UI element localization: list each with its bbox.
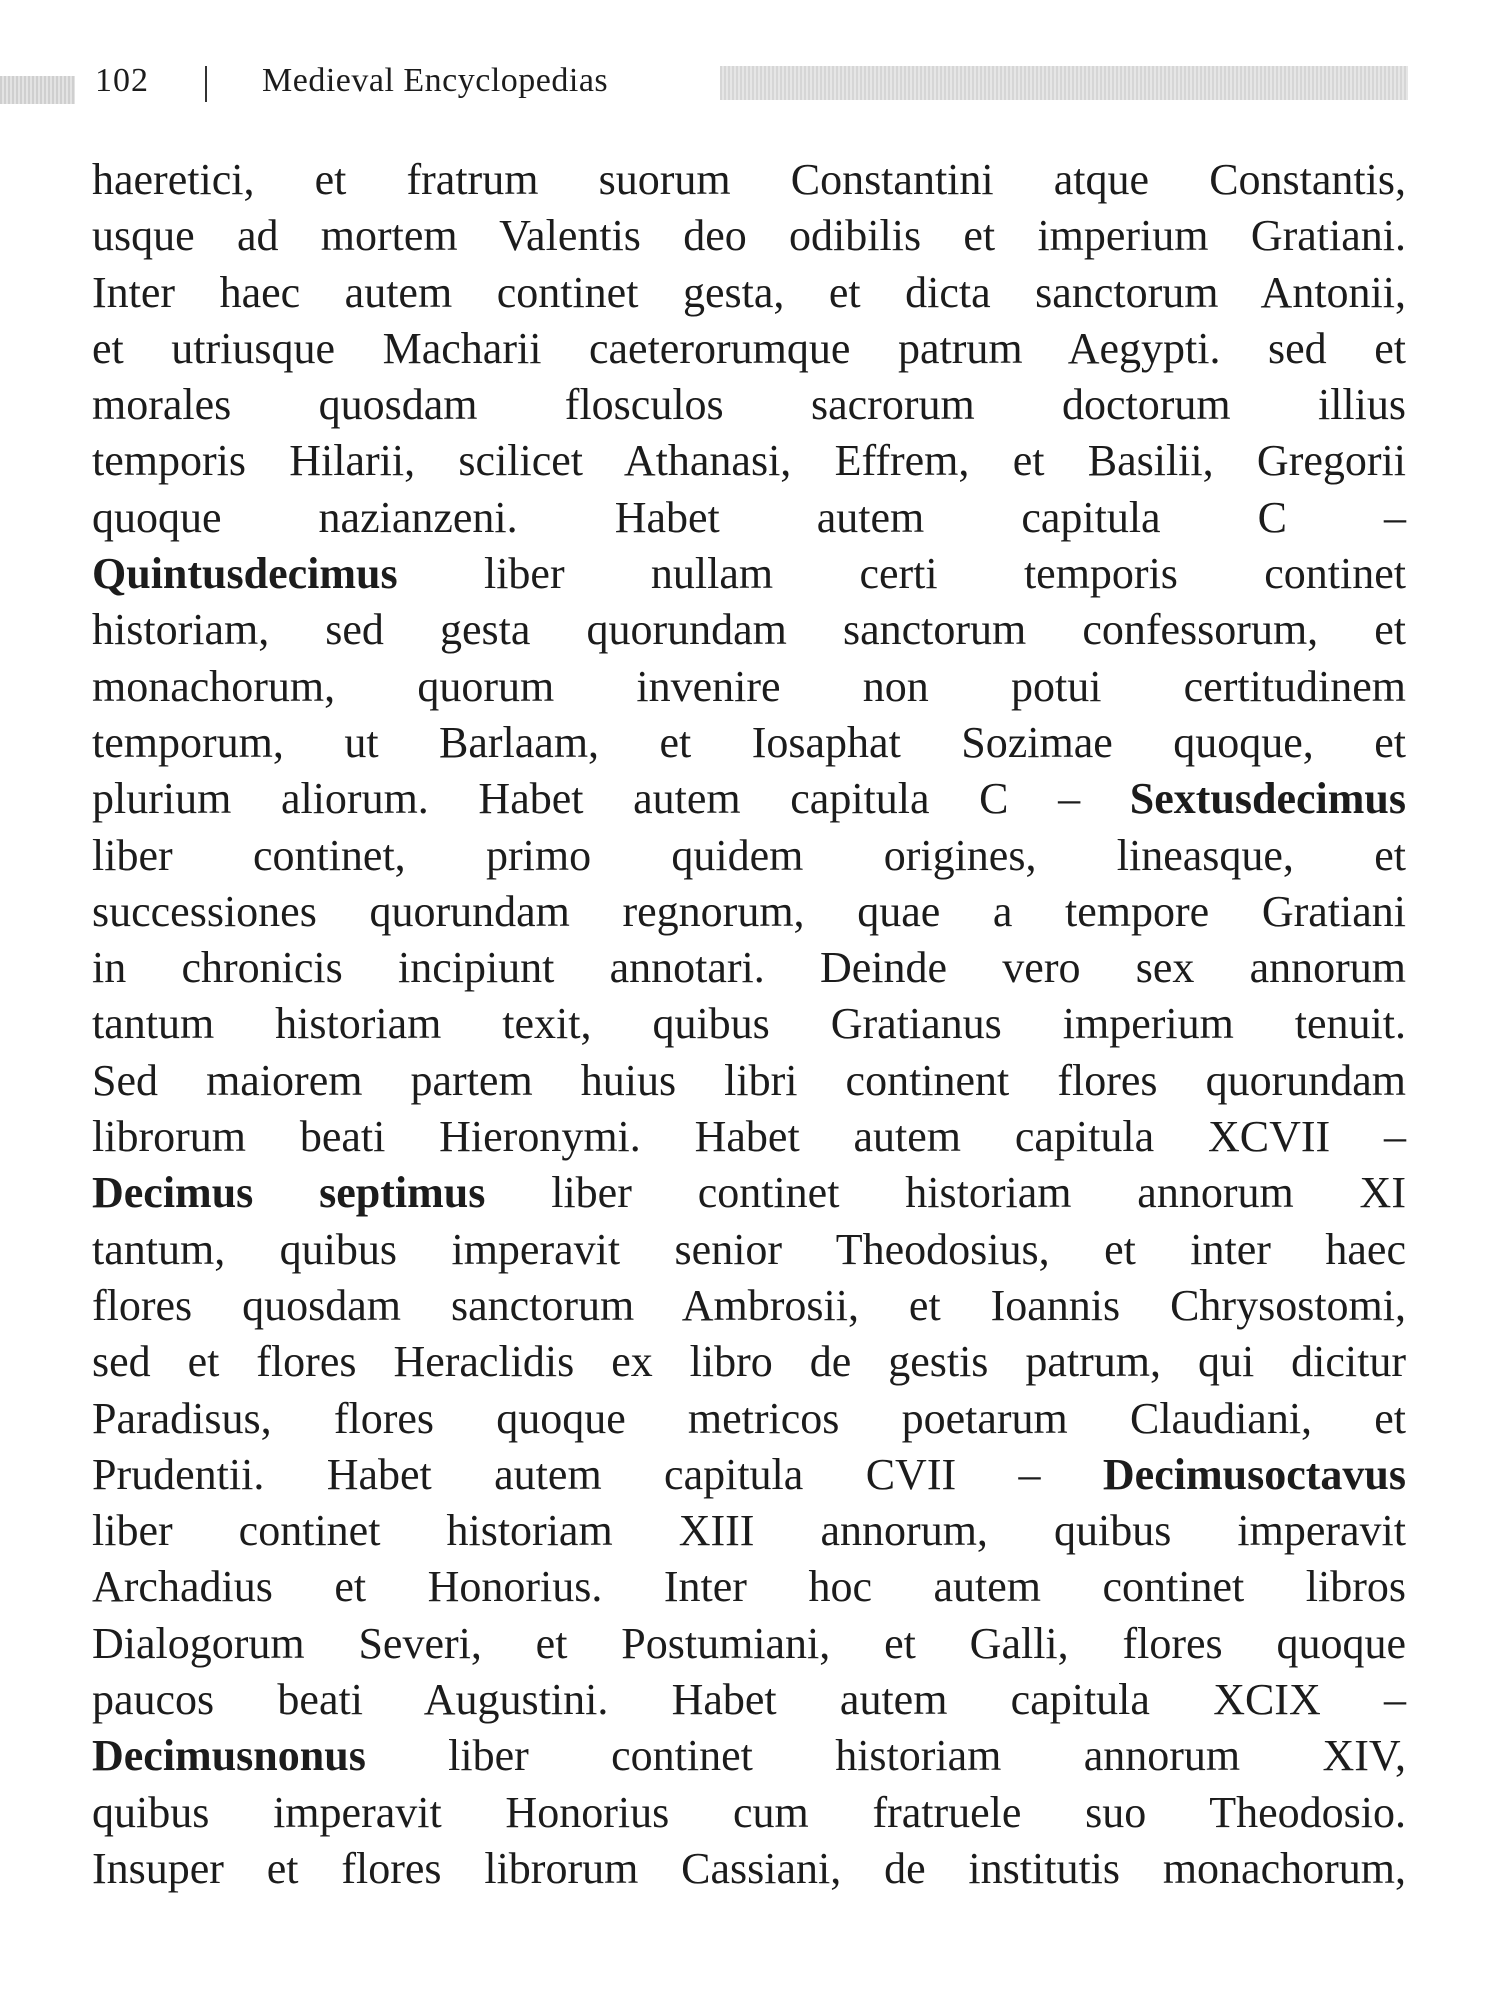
text-line: quoque nazianzeni. Habet autem capitula C –	[92, 492, 1406, 542]
text-line: flores quosdam sanctorum Ambrosii, et Ioannis Chrysostomi,	[92, 1280, 1406, 1330]
text-line: sed et flores Heraclidis ex libro de gestis patrum, qui dicitur	[92, 1337, 1406, 1387]
text-line: Archadius et Honorius. Inter hoc autem continet libros	[92, 1562, 1406, 1612]
text-line: tantum, quibus imperavit senior Theodosius, et inter haec	[92, 1224, 1406, 1274]
header-separator	[205, 66, 207, 102]
book-heading: Decimusoctavus	[1102, 1449, 1406, 1499]
text-line: Prudentii. Habet autem capitula CVII – Decimusoctavus	[92, 1449, 1406, 1499]
header-band-left	[0, 76, 75, 104]
running-title: Medieval Encyclopedias	[262, 62, 609, 99]
text-line: Decimus septimus liber continet historiam annorum XI	[92, 1168, 1406, 1218]
text-line: liber continet, primo quidem origines, lineasque, et	[92, 830, 1406, 880]
body-text	[92, 152, 1406, 1897]
text-line: Paradisus, flores quoque metricos poetarum Claudiani, et	[92, 1393, 1406, 1443]
text-line: usque ad mortem Valentis deo odibilis et imperium Gratiani.	[92, 211, 1406, 261]
text-line: Decimusnonus liber continet historiam annorum XIV,	[92, 1731, 1406, 1781]
text-line: paucos beati Augustini. Habet autem capitula XCIX –	[92, 1675, 1406, 1725]
running-header	[0, 60, 1500, 100]
text-line: temporis Hilarii, scilicet Athanasi, Effrem, et Basilii, Gregorii	[92, 436, 1406, 486]
book-heading: Decimusnonus	[92, 1731, 366, 1781]
book-heading: Quintusdecimus	[92, 549, 398, 599]
book-heading: Sextusdecimus	[1129, 774, 1406, 824]
text-line: plurium aliorum. Habet autem capitula C – Sextusdecimus	[92, 774, 1406, 824]
text-line: Insuper et flores librorum Cassiani, de institutis monachorum,	[92, 1843, 1406, 1893]
header-band-right	[720, 66, 1408, 100]
text-line: temporum, ut Barlaam, et Iosaphat Sozimae quoque, et	[92, 717, 1406, 767]
text-line: et utriusque Macharii caeterorumque patrum Aegypti. sed et	[92, 323, 1406, 373]
text-line: in chronicis incipiunt annotari. Deinde vero sex annorum	[92, 943, 1406, 993]
text-line: Inter haec autem continet gesta, et dicta sanctorum Antonii,	[92, 267, 1406, 317]
text-line: Quintusdecimus liber nullam certi temporis continet	[92, 549, 1406, 599]
text-line: historiam, sed gesta quorundam sanctorum confessorum, et	[92, 605, 1406, 655]
text-line: morales quosdam flosculos sacrorum doctorum illius	[92, 380, 1406, 430]
text-line: monachorum, quorum invenire non potui certitudinem	[92, 661, 1406, 711]
text-line: Dialogorum Severi, et Postumiani, et Galli, flores quoque	[92, 1618, 1406, 1668]
text-line: liber continet historiam XIII annorum, quibus imperavit	[92, 1506, 1406, 1556]
text-line: haeretici, et fratrum suorum Constantini atque Constantis,	[92, 155, 1406, 204]
text-line: quibus imperavit Honorius cum fratruele suo Theodosio.	[92, 1787, 1406, 1837]
text-line: librorum beati Hieronymi. Habet autem capitula XCVII –	[92, 1112, 1406, 1162]
book-heading: Decimus septimus	[92, 1168, 486, 1218]
page-number: 102	[95, 62, 149, 99]
text-line: tantum historiam texit, quibus Gratianus imperium tenuit.	[92, 999, 1406, 1049]
text-line: Sed maiorem partem huius libri continent flores quorundam	[92, 1055, 1406, 1105]
text-line: successiones quorundam regnorum, quae a tempore Gratiani	[92, 886, 1406, 936]
